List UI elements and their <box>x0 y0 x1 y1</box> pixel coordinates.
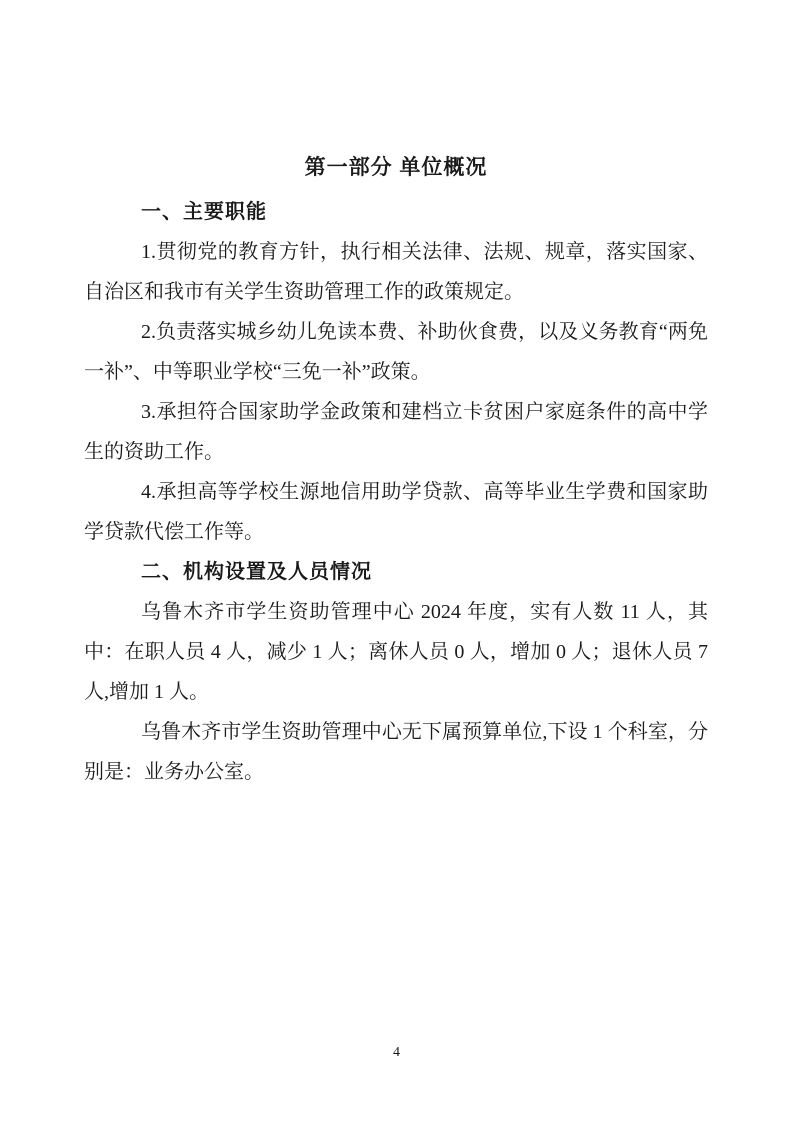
paragraph-personnel: 乌鲁木齐市学生资助管理中心 2024 年度，实有人数 11 人，其中：在职人员 4 人，减少 1 人；离休人员 0 人，增加 0 人；退休人员 7 人,增加 1 人。 <box>84 601 708 703</box>
paragraph-function-3: 3.承担符合国家助学金政策和建档立卡贫困户家庭条件的高中学生的资助工作。 <box>84 401 708 463</box>
section-heading-organization-personnel: 二、机构设置及人员情况 <box>141 561 372 583</box>
paragraph-function-1: 1.贯彻党的教育方针，执行相关法律、法规、规章，落实国家、自治区和我市有关学生资助管理工作的政策规定。 <box>84 241 708 303</box>
paragraph-function-4: 4.承担高等学校生源地信用助学贷款、高等毕业生学费和国家助学贷款代偿工作等。 <box>84 481 708 543</box>
page-number: 4 <box>393 1045 400 1060</box>
page-title: 第一部分 单位概况 <box>304 156 488 179</box>
paragraph-subordinate-units: 乌鲁木齐市学生资助管理中心无下属预算单位,下设 1 个科室，分别是：业务办公室。 <box>84 721 708 783</box>
page-content <box>84 148 708 792</box>
section-heading-main-functions: 一、主要职能 <box>141 201 267 223</box>
paragraph-function-2: 2.负责落实城乡幼儿免读本费、补助伙食费，以及义务教育“两免一补”、中等职业学校“三免一补”政策。 <box>84 321 708 383</box>
